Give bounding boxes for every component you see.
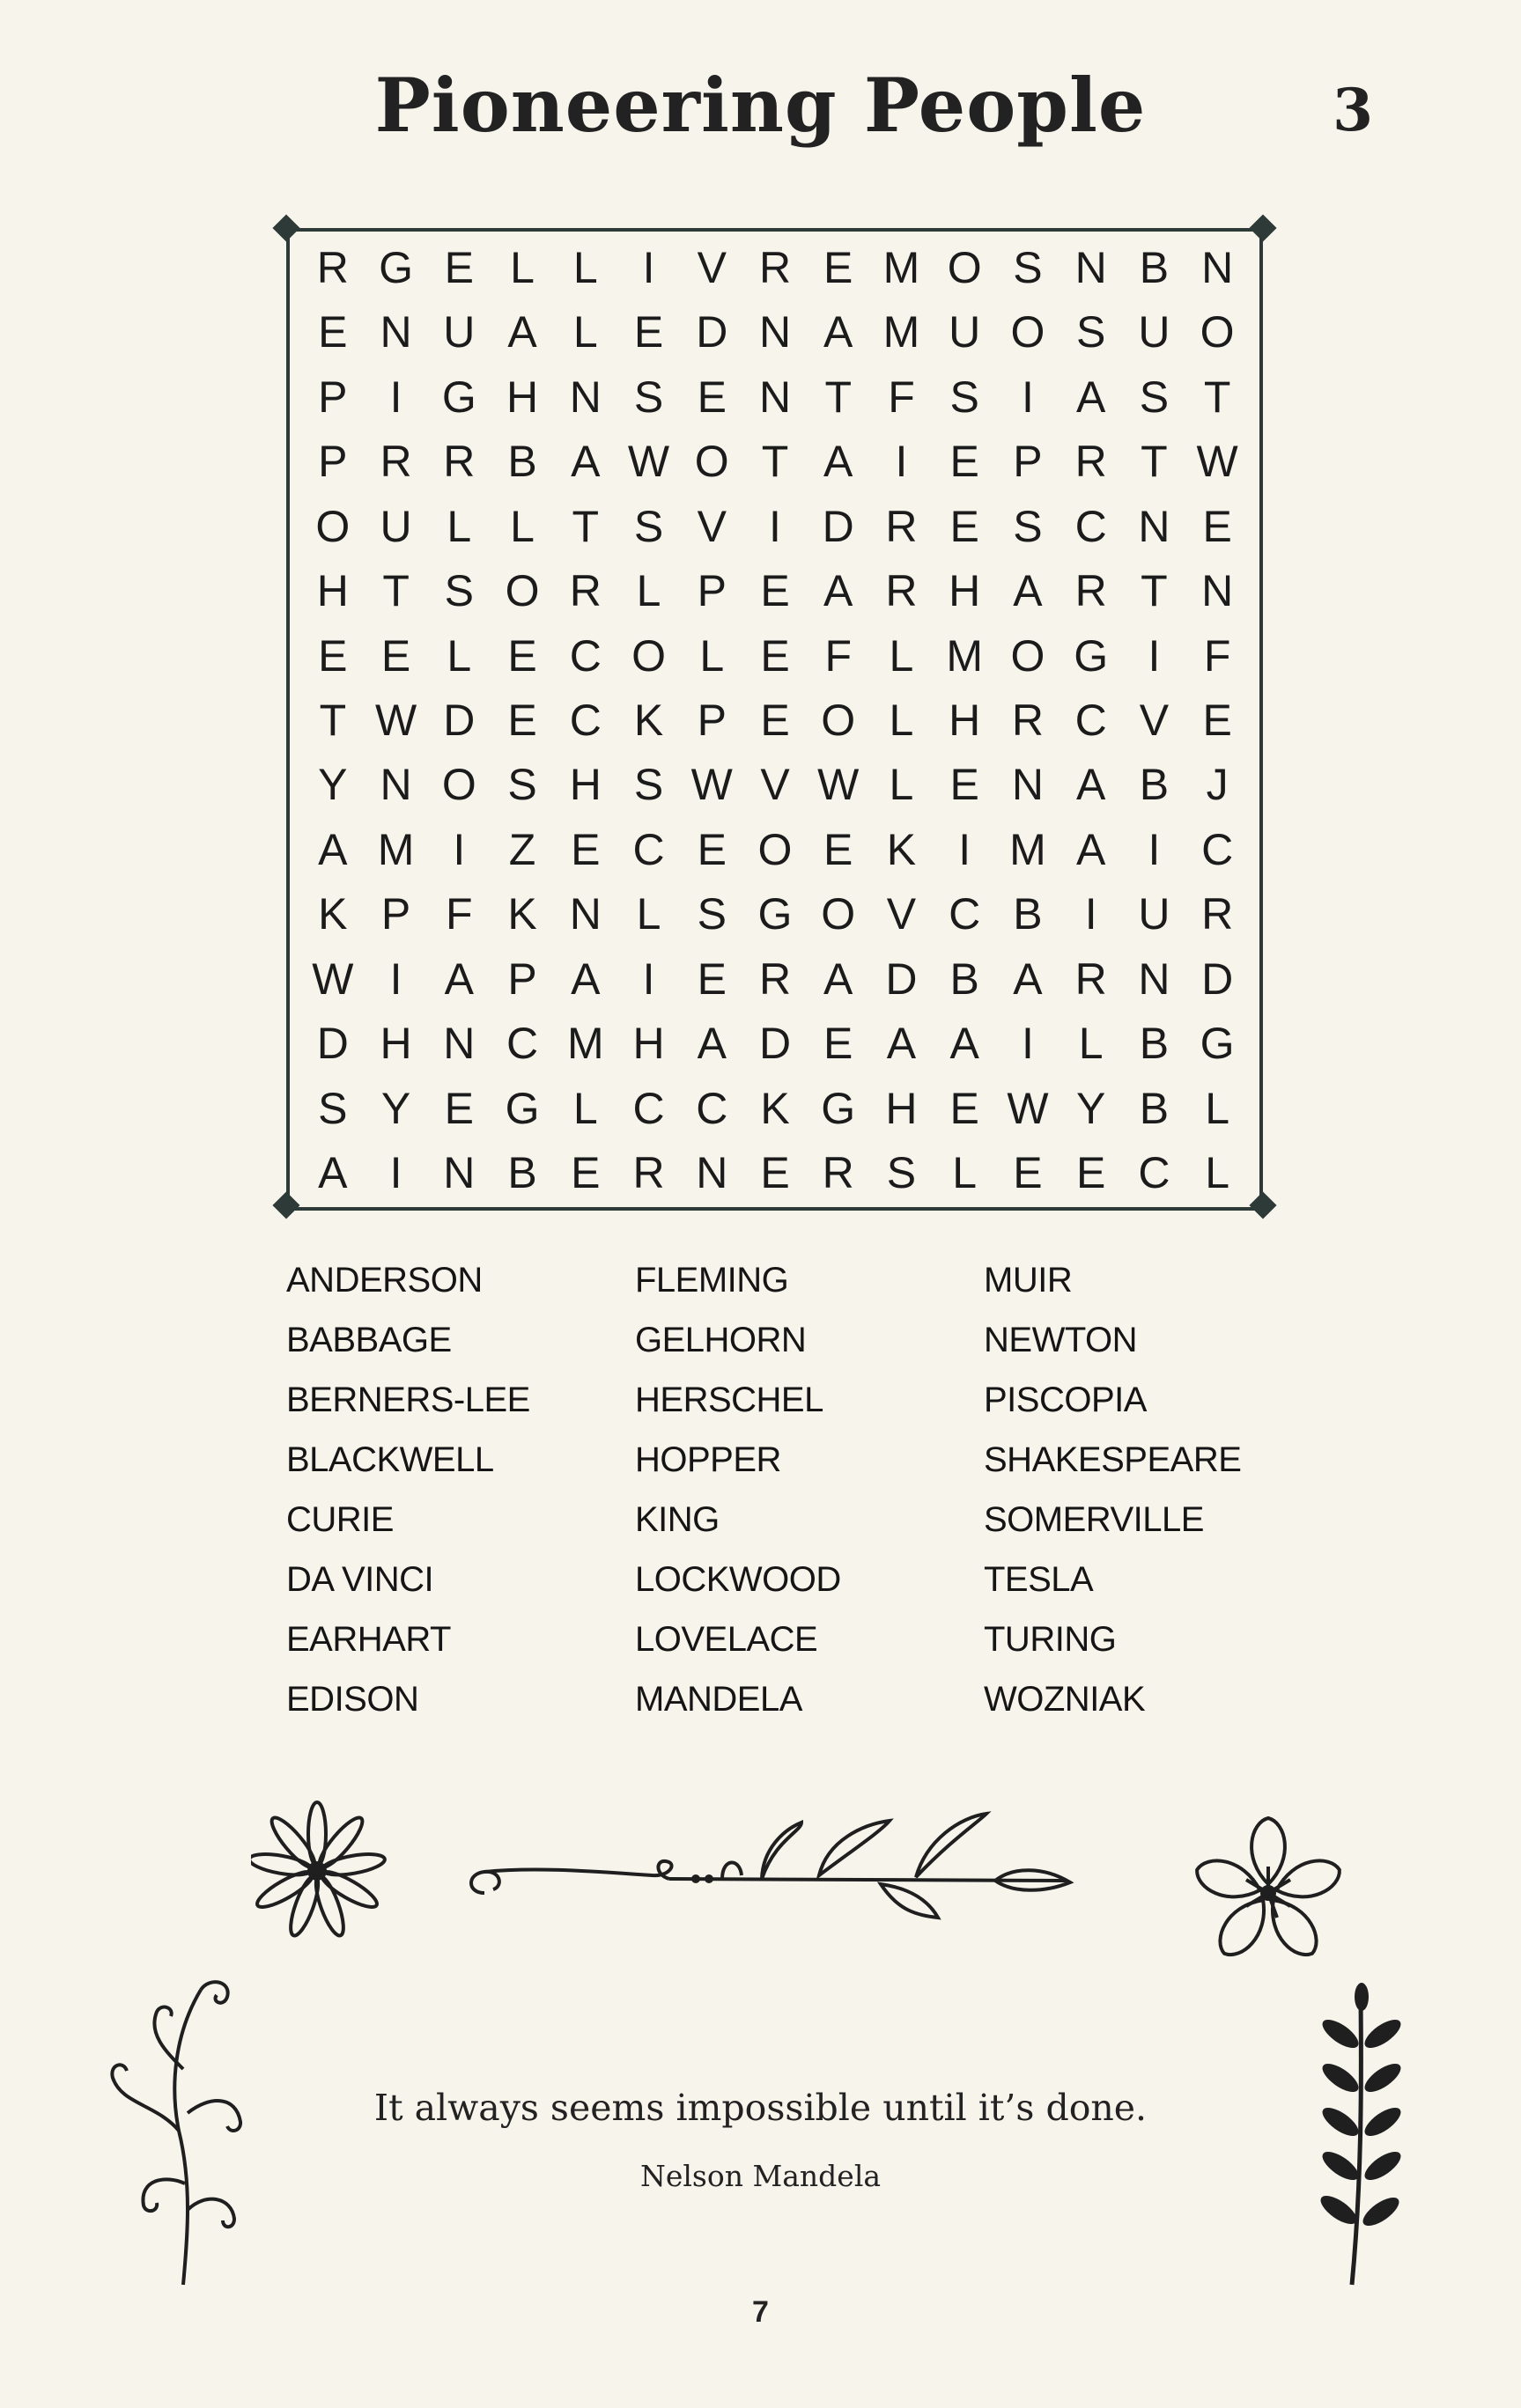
grid-cell: N: [380, 307, 412, 357]
grid-cell: R: [1074, 566, 1107, 616]
grid-cell: B: [949, 954, 979, 1004]
grid-cell: A: [1013, 954, 1043, 1004]
grid-cell: L: [952, 1148, 978, 1198]
grid-cell: I: [1021, 372, 1034, 422]
grid-cell: N: [569, 372, 602, 422]
grid-cell: L: [572, 242, 598, 292]
grid-cell: A: [1013, 566, 1043, 616]
grid-cell: M: [566, 1019, 604, 1069]
grid-cell: P: [1013, 437, 1043, 487]
grid-cell: V: [760, 760, 790, 810]
grid-cell: B: [507, 1148, 537, 1198]
grid-cell: K: [318, 889, 348, 939]
word-list-column-1: [286, 1250, 635, 1729]
grid-cell: N: [1138, 954, 1170, 1004]
grid-cell: R: [1201, 889, 1234, 939]
grid-cell: I: [769, 501, 781, 551]
grid-cell: G: [505, 1083, 540, 1133]
grid-cell: L: [447, 630, 472, 681]
grid-cell: I: [1021, 1019, 1034, 1069]
grid-cell: C: [1074, 501, 1107, 551]
grid-cell: O: [694, 437, 729, 487]
grid-cell: T: [824, 372, 852, 422]
grid-cell: H: [949, 566, 981, 616]
grid-cell: E: [949, 1083, 979, 1133]
grid-cell: E: [760, 1148, 790, 1198]
grid-cell: D: [885, 954, 918, 1004]
grid-cell: E: [697, 372, 727, 422]
grid-cell: E: [697, 954, 727, 1004]
grid-cell: B: [507, 437, 537, 487]
grid-cell: O: [821, 889, 856, 939]
grid-cell: W: [312, 954, 354, 1004]
word-item: BLACKWELL: [286, 1440, 494, 1479]
grid-cell: F: [888, 372, 915, 422]
grid-cell: I: [1084, 889, 1097, 939]
grid-cell: Y: [318, 760, 348, 810]
grid-cell: U: [443, 307, 476, 357]
grid-cell: H: [569, 760, 602, 810]
grid-cell: O: [1010, 307, 1045, 357]
grid-cell: I: [389, 954, 402, 1004]
leaf-sprig-icon: [1303, 1981, 1418, 2298]
grid-cell: S: [886, 1148, 917, 1198]
grid-cell: O: [1010, 630, 1045, 681]
grid-cell: F: [1203, 630, 1231, 681]
puzzle-number: 3: [1333, 76, 1373, 144]
grid-cell: W: [1196, 437, 1238, 487]
grid-cell: I: [453, 824, 466, 874]
grid-cell: E: [318, 630, 348, 681]
grid-cell: Z: [508, 824, 536, 874]
word-item: BABBAGE: [286, 1321, 452, 1359]
grid-cell: S: [697, 889, 727, 939]
grid-cell: L: [510, 501, 535, 551]
word-item: MUIR: [984, 1261, 1073, 1300]
grid-cell: S: [507, 760, 537, 810]
grid-cell: V: [886, 889, 917, 939]
grid-cell: F: [446, 889, 473, 939]
grid-cell: W: [817, 760, 860, 810]
daisy-icon: [251, 1796, 392, 1946]
grid-cell: M: [882, 307, 920, 357]
word-list-column-3: [984, 1250, 1299, 1729]
grid-cell: G: [1200, 1019, 1235, 1069]
grid-cell: L: [699, 630, 725, 681]
grid-cell: E: [571, 824, 601, 874]
grid-cell: I: [958, 824, 971, 874]
page-title: Pioneering People: [374, 62, 1147, 149]
grid-cell: A: [823, 307, 853, 357]
grid-cell: S: [318, 1083, 348, 1133]
grid-cell: R: [632, 1148, 665, 1198]
grid-cell: E: [318, 307, 348, 357]
word-item: WOZNIAK: [984, 1680, 1146, 1719]
grid-cell: T: [382, 566, 410, 616]
grid-cell: R: [380, 437, 412, 487]
grid-cell: O: [947, 242, 982, 292]
word-item: BERNERS-LEE: [286, 1381, 530, 1419]
grid-cell: A: [507, 307, 537, 357]
grid-cell: A: [318, 824, 348, 874]
grid-cell: S: [1013, 501, 1043, 551]
grid-cell: S: [633, 760, 664, 810]
word-item: DA VINCI: [286, 1560, 434, 1599]
grid-cell: L: [510, 242, 535, 292]
grid-cell: I: [1148, 824, 1161, 874]
grid-cell: D: [443, 695, 476, 745]
grid-cell: G: [757, 889, 793, 939]
grid-cell: A: [823, 437, 853, 487]
grid-cell: L: [889, 695, 914, 745]
grid-cell: L: [1078, 1019, 1104, 1069]
grid-cell: O: [441, 760, 476, 810]
grid-cell: I: [389, 372, 402, 422]
grid-cell: B: [1013, 889, 1043, 939]
grid-cell: V: [697, 242, 727, 292]
grid-cell: U: [380, 501, 412, 551]
grid-cell: R: [569, 566, 602, 616]
word-item: SOMERVILLE: [984, 1500, 1204, 1539]
grid-cell: P: [507, 954, 537, 1004]
grid-cell: N: [1201, 566, 1234, 616]
grid-cell: E: [571, 1148, 601, 1198]
grid-cell: G: [1074, 630, 1109, 681]
grid-cell: K: [507, 889, 537, 939]
word-item: MANDELA: [635, 1680, 802, 1719]
grid-cell: E: [760, 566, 790, 616]
grid-cell: O: [757, 824, 793, 874]
grid-cell: E: [823, 824, 853, 874]
grid-cell: C: [949, 889, 981, 939]
grid-cell: W: [374, 695, 417, 745]
grid-cell: N: [380, 760, 412, 810]
grid-cell: P: [318, 372, 348, 422]
word-item: TESLA: [984, 1560, 1094, 1599]
word-item: HOPPER: [635, 1440, 781, 1479]
word-item: SHAKESPEARE: [984, 1440, 1242, 1479]
grid-cell: E: [444, 1083, 474, 1133]
grid-cell: J: [1206, 760, 1229, 810]
grid-cell: N: [1138, 501, 1170, 551]
grid-cell: H: [380, 1019, 412, 1069]
grid-cell: D: [1201, 954, 1234, 1004]
grid-cell: T: [761, 437, 789, 487]
grid-cell: O: [631, 630, 666, 681]
grid-cell: M: [882, 242, 920, 292]
page-number: 7: [752, 2295, 769, 2329]
grid-cell: N: [1011, 760, 1044, 810]
grid-cell: A: [444, 954, 474, 1004]
grid-cell: A: [318, 1148, 348, 1198]
grid-cell: E: [380, 630, 411, 681]
grid-cell: C: [696, 1083, 728, 1133]
grid-cell: E: [949, 760, 979, 810]
grid-cell: S: [1075, 307, 1106, 357]
grid-cell: Y: [1075, 1083, 1106, 1133]
word-item: CURIE: [286, 1500, 394, 1539]
grid-cell: H: [506, 372, 539, 422]
grid-cell: G: [379, 242, 414, 292]
letter-grid: [301, 235, 1249, 1205]
grid-cell: N: [758, 307, 792, 357]
grid-cell: E: [1075, 1148, 1106, 1198]
grid-cell: U: [949, 307, 981, 357]
grid-cell: K: [633, 695, 664, 745]
grid-cell: E: [1202, 501, 1232, 551]
grid-cell: K: [886, 824, 917, 874]
grid-cell: T: [1203, 372, 1231, 422]
grid-cell: W: [1007, 1083, 1049, 1133]
grid-cell: N: [696, 1148, 728, 1198]
grid-cell: E: [1013, 1148, 1043, 1198]
grid-cell: N: [758, 372, 792, 422]
word-item: LOVELACE: [635, 1620, 818, 1659]
grid-cell: E: [444, 242, 474, 292]
grid-cell: M: [946, 630, 984, 681]
word-item: HERSCHEL: [635, 1381, 823, 1419]
word-item: PISCOPIA: [984, 1381, 1147, 1419]
grid-cell: C: [1201, 824, 1234, 874]
grid-cell: L: [572, 307, 598, 357]
word-item: LOCKWOOD: [635, 1560, 841, 1599]
grid-cell: D: [758, 1019, 792, 1069]
grid-cell: M: [1009, 824, 1046, 874]
quote-text: It always seems impossible until it’s done.: [373, 2087, 1148, 2129]
grid-cell: O: [505, 566, 540, 616]
grid-cell: C: [506, 1019, 539, 1069]
grid-cell: A: [949, 1019, 979, 1069]
grid-cell: M: [377, 824, 415, 874]
grid-cell: O: [315, 501, 351, 551]
grid-cell: O: [821, 695, 856, 745]
grid-cell: N: [569, 889, 602, 939]
grid-cell: C: [569, 630, 602, 681]
grid-cell: E: [823, 1019, 853, 1069]
grid-cell: U: [1138, 889, 1170, 939]
grid-cell: C: [1138, 1148, 1170, 1198]
word-item: ANDERSON: [286, 1261, 483, 1300]
grid-cell: L: [889, 760, 914, 810]
grid-cell: A: [886, 1019, 917, 1069]
grid-cell: G: [441, 372, 476, 422]
grid-cell: C: [1074, 695, 1107, 745]
grid-cell: T: [1141, 566, 1168, 616]
grid-cell: A: [697, 1019, 727, 1069]
grid-cell: N: [1201, 242, 1234, 292]
grid-cell: E: [697, 824, 727, 874]
grid-cell: H: [632, 1019, 665, 1069]
grid-cell: C: [569, 695, 602, 745]
grid-cell: B: [1139, 760, 1170, 810]
grid-cell: D: [316, 1019, 349, 1069]
grid-cell: S: [949, 372, 979, 422]
grid-cell: R: [885, 566, 918, 616]
word-item: KING: [635, 1500, 720, 1539]
grid-cell: S: [1139, 372, 1170, 422]
grid-cell: P: [318, 437, 348, 487]
grid-cell: R: [885, 501, 918, 551]
grid-cell: R: [1074, 954, 1107, 1004]
grid-cell: V: [697, 501, 727, 551]
grid-cell: E: [507, 695, 537, 745]
curly-plant-icon: [104, 1972, 254, 2298]
quote-author: Nelson Mandela: [639, 2159, 882, 2193]
grid-cell: T: [319, 695, 347, 745]
grid-cell: A: [823, 566, 853, 616]
grid-cell: I: [1148, 630, 1161, 681]
grid-cell: N: [443, 1019, 476, 1069]
grid-cell: W: [627, 437, 670, 487]
grid-cell: E: [949, 501, 979, 551]
word-item: NEWTON: [984, 1321, 1138, 1359]
grid-cell: C: [632, 824, 665, 874]
grid-cell: O: [1200, 307, 1235, 357]
grid-cell: L: [447, 501, 472, 551]
word-item: EDISON: [286, 1680, 419, 1719]
grid-cell: H: [316, 566, 349, 616]
grid-cell: H: [949, 695, 981, 745]
grid-cell: S: [444, 566, 474, 616]
grid-cell: S: [633, 501, 664, 551]
grid-cell: L: [636, 889, 661, 939]
grid-cell: G: [821, 1083, 856, 1133]
grid-cell: E: [949, 437, 979, 487]
grid-cell: Y: [380, 1083, 411, 1133]
blossom-icon: [1180, 1805, 1365, 1981]
grid-cell: I: [895, 437, 908, 487]
grid-cell: A: [1075, 760, 1106, 810]
grid-cell: T: [572, 501, 600, 551]
word-list-column-2: [635, 1250, 984, 1729]
word-list: [286, 1250, 1299, 1729]
grid-cell: B: [1139, 242, 1170, 292]
grid-cell: I: [642, 954, 655, 1004]
grid-cell: R: [822, 1148, 854, 1198]
grid-cell: P: [697, 566, 727, 616]
grid-cell: I: [642, 242, 655, 292]
grid-cell: E: [507, 630, 537, 681]
grid-cell: A: [1075, 824, 1106, 874]
grid-cell: B: [1139, 1083, 1170, 1133]
grid-cell: R: [758, 242, 792, 292]
grid-cell: N: [443, 1148, 476, 1198]
grid-cell: D: [696, 307, 728, 357]
grid-cell: N: [1074, 242, 1107, 292]
grid-cell: I: [389, 1148, 402, 1198]
grid-cell: L: [572, 1083, 598, 1133]
vine-divider-icon: [458, 1805, 1092, 1937]
grid-cell: L: [1205, 1083, 1230, 1133]
grid-cell: L: [636, 566, 661, 616]
grid-cell: R: [1074, 437, 1107, 487]
grid-cell: V: [1139, 695, 1170, 745]
grid-cell: A: [823, 954, 853, 1004]
grid-cell: T: [1141, 437, 1168, 487]
word-item: TURING: [984, 1620, 1117, 1659]
grid-cell: B: [1139, 1019, 1170, 1069]
grid-cell: R: [758, 954, 792, 1004]
grid-cell: R: [443, 437, 476, 487]
grid-cell: P: [697, 695, 727, 745]
grid-cell: A: [1075, 372, 1106, 422]
grid-cell: R: [316, 242, 349, 292]
grid-cell: L: [889, 630, 914, 681]
grid-cell: S: [633, 372, 664, 422]
grid-cell: A: [571, 954, 601, 1004]
grid-cell: S: [1013, 242, 1043, 292]
word-item: GELHORN: [635, 1321, 807, 1359]
grid-cell: K: [760, 1083, 790, 1133]
grid-cell: W: [690, 760, 733, 810]
grid-cell: C: [632, 1083, 665, 1133]
grid-cell: H: [885, 1083, 918, 1133]
grid-cell: F: [824, 630, 852, 681]
grid-cell: E: [633, 307, 664, 357]
grid-cell: U: [1138, 307, 1170, 357]
grid-cell: R: [1011, 695, 1044, 745]
grid-cell: D: [822, 501, 854, 551]
grid-cell: E: [760, 630, 790, 681]
grid-cell: L: [1205, 1148, 1230, 1198]
grid-cell: A: [571, 437, 601, 487]
grid-cell: E: [760, 695, 790, 745]
grid-cell: E: [823, 242, 853, 292]
word-item: FLEMING: [635, 1261, 789, 1300]
word-item: EARHART: [286, 1620, 451, 1659]
grid-cell: P: [380, 889, 411, 939]
grid-cell: E: [1202, 695, 1232, 745]
